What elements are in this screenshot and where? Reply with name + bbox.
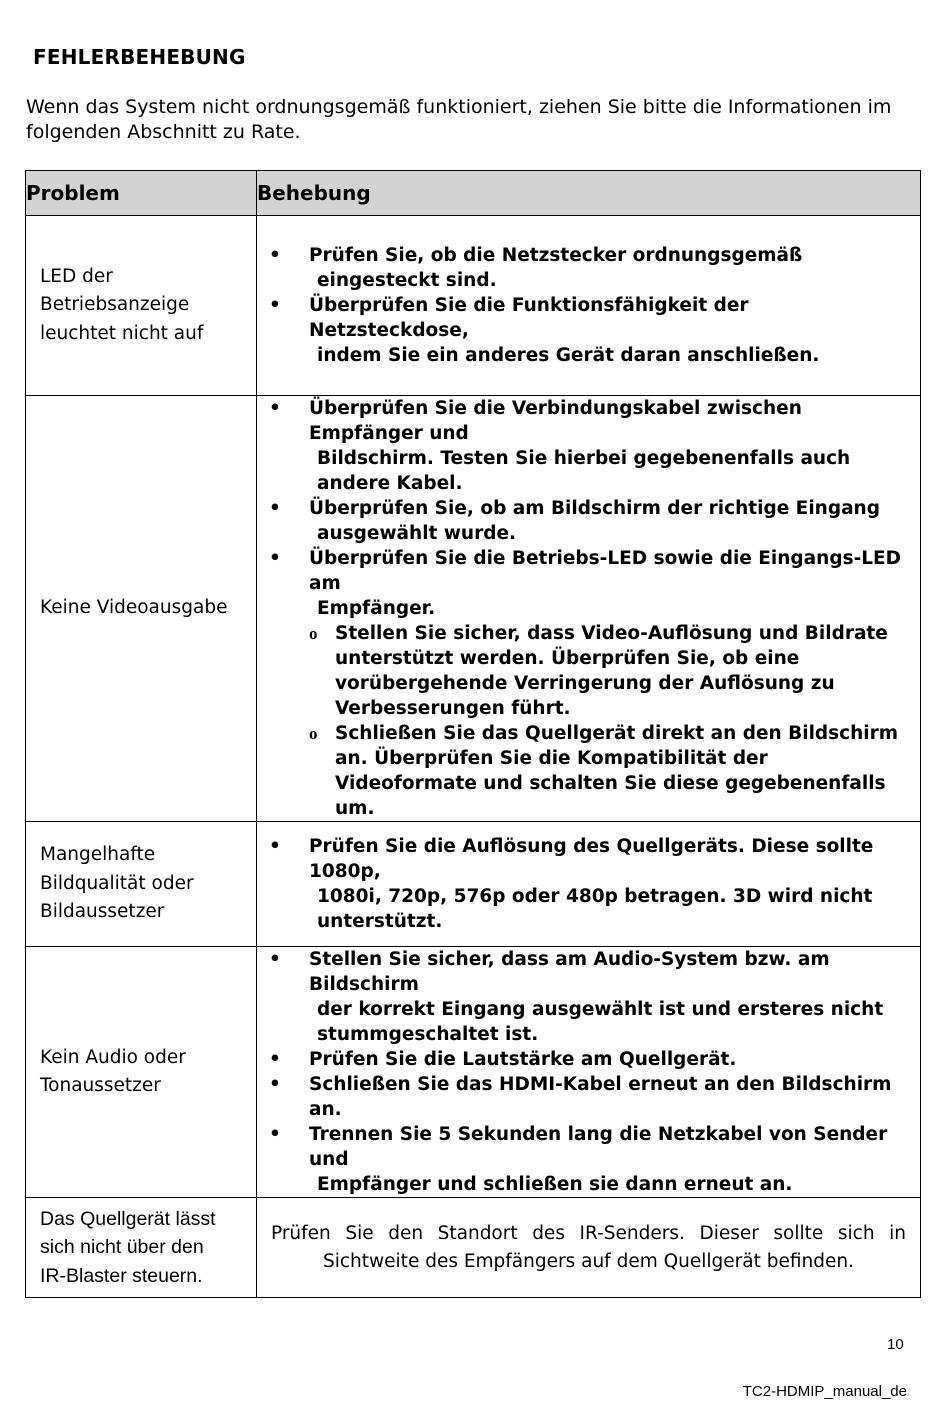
fix-cell [257,216,921,396]
list-item: • Trennen Sie 5 Sekunden lang die Netzkabel von Sender und Empfänger und schließen sie dann erneut an. [257,1122,910,1197]
list-item: • Prüfen Sie die Auflösung des Quellgeräts. Diese sollte 1080p, 1080i, 720p, 576p oder 480p betragen. 3D wird nicht unterstützt. [257,834,910,934]
fix-bullet-list [257,396,920,821]
bold-note: 3D wird nicht unterstützt. [317,886,873,932]
header-fix: Behebung [257,171,921,216]
list-item: • Überprüfen Sie die Verbindungskabel zwischen Empfänger und Bildschirm. Testen Sie hierbei gegebenenfalls auch andere Kabel. [257,396,910,496]
problem-cell: Kein Audio oder Tonaussetzer [26,947,257,1198]
intro-paragraph: Wenn das System nicht ordnungsgemäß funktioniert, ziehen Sie bitte die Informationen im folgenden Abschnitt zu Rate. [26,96,892,143]
table-row [26,822,921,947]
document-footer: TC2-HDMIP_manual_de [742,1383,907,1400]
fix-bullet-list [257,834,920,934]
sub-bullet-list [309,621,910,821]
list-item: • Prüfen Sie die Lautstärke am Quellgerät. [257,1047,910,1072]
list-item: • Überprüfen Sie die Betriebs-LED sowie die Eingangs-LED am Empfänger. o Stellen Sie sicher, dass Video-Auflösung und Bildrate unterstützt werden. Überprüfen Sie, ob eine vorübergehende Verringerung der Auflösung zu Verbesserungen führt. o Schließen Sie das Quellgerät direkt an den Bildschirm an. Überprüfen Sie die Kompatibilität der Videoformate und schalten Sie diese gegebenenfalls um. [257,546,910,821]
list-item: • Überprüfen Sie die Funktionsfähigkeit der Netzsteckdose, indem Sie ein anderes Gerät daran anschließen. [257,293,910,368]
problem-cell: Mangelhafte Bildqualität oder Bildaussetzer [26,822,257,947]
list-item: • Schließen Sie das HDMI-Kabel erneut an den Bildschirm an. [257,1072,910,1122]
sub-list-item: o Schließen Sie das Quellgerät direkt an den Bildschirm an. Überprüfen Sie die Kompatibilität der Videoformate und schalten Sie diese gegebenenfalls um. [309,721,910,821]
page-number: 10 [887,1336,904,1353]
table-row [26,396,921,822]
fix-bullet-list [257,243,920,368]
section-heading: FEHLERBEHEBUNG [33,45,246,69]
list-item: • Überprüfen Sie, ob am Bildschirm der richtige Eingang ausgewählt wurde. [257,496,910,546]
table-row [26,1198,921,1298]
list-item: • Prüfen Sie, ob die Netzstecker ordnungsgemäß eingesteckt sind. [257,243,910,293]
list-item: • Stellen Sie sicher, dass am Audio-System bzw. am Bildschirm der korrekt Eingang ausgewählt ist und ersteres nicht stummgeschaltet ist. [257,947,910,1047]
fix-cell [257,822,921,947]
fix-cell [257,396,921,822]
table-row [26,947,921,1198]
fix-cell [257,1198,921,1298]
fix-bullet-list [257,947,920,1197]
troubleshooting-table [25,170,921,1298]
fix-cell [257,947,921,1198]
problem-cell: LED der Betriebsanzeige leuchtet nicht auf [26,216,257,396]
problem-cell: Das Quellgerät lässt sich nicht über den IR-Blaster steuern. [26,1198,257,1298]
table-row [26,216,921,396]
sub-list-item: o Stellen Sie sicher, dass Video-Auflösung und Bildrate unterstützt werden. Überprüfen Sie, ob eine vorübergehende Verringerung der Auflösung zu Verbesserungen führt. [309,621,910,721]
problem-cell: Keine Videoausgabe [26,396,257,822]
header-problem: Problem [26,171,257,216]
fix-paragraph: Prüfen Sie den Standort des IR-Senders. Dieser sollte sich in Sichtweite des Empfängers auf dem Quellgerät befinden. [271,1222,906,1272]
table-header-row [26,171,921,216]
